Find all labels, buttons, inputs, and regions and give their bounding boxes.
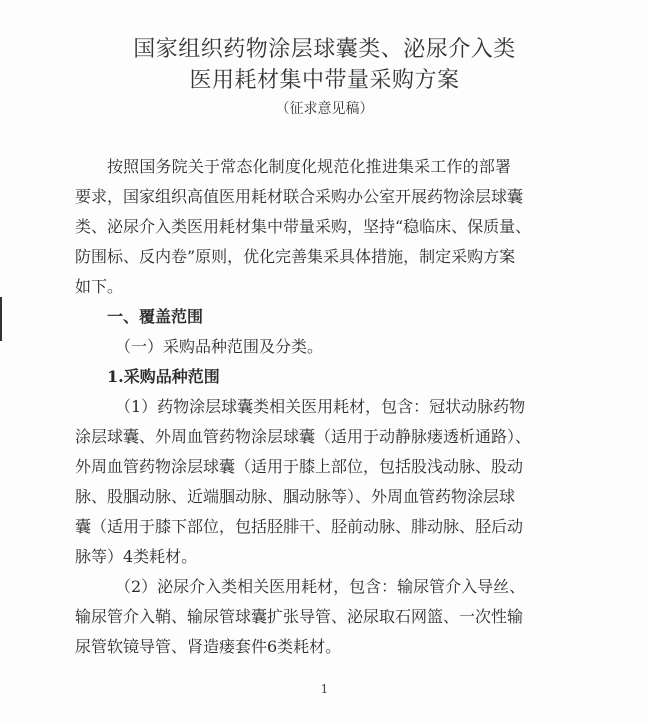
intro-line: 要求，国家组织高值医用耗材联合采购办公室开展药物涂层球囊 (75, 187, 524, 206)
page-edge-mark (0, 297, 2, 341)
subsection-heading: （一）采购品种范围及分类。 (115, 337, 324, 356)
paragraph-line: 尿管软镜导管、肾造瘘套件6类耗材。 (75, 637, 342, 656)
intro-line: 按照国务院关于常态化制度化规范化推进集采工作的部署 (107, 157, 511, 176)
title-line-2: 医用耗材集中带量采购方案 (189, 68, 460, 93)
subtitle: （征求意见稿） (275, 101, 374, 117)
paragraph-line: 涂层球囊、外周血管药物涂层球囊（适用于动静脉瘘透析通路）、 (75, 427, 532, 446)
paragraph-line: （1）药物涂层球囊类相关医用耗材，包含：冠状动脉药物 (115, 397, 526, 416)
title-line-1: 国家组织药物涂层球囊类、泌尿介入类 (133, 37, 516, 62)
intro-line: 防围标、反内卷”原则，优化完善集采具体措施，制定采购方案 (75, 247, 516, 266)
paragraph-line: 囊（适用于膝下部位，包括胫腓干、胫前动脉、腓动脉、胫后动 (75, 517, 524, 536)
item-heading: 1.采购品种范围 (107, 367, 220, 386)
paragraph-line: （2）泌尿介入类相关医用耗材，包含：输尿管介入导丝、 (115, 577, 526, 596)
paragraph-line: 输尿管介入鞘、输尿管球囊扩张导管、泌尿取石网篮、一次性输 (75, 607, 524, 626)
paragraph-line: 外周血管药物涂层球囊（适用于膝上部位，包括股浅动脉、股动 (75, 457, 524, 476)
paragraph-line: 脉等）4类耗材。 (75, 547, 198, 566)
page-number: 1 (320, 682, 329, 696)
intro-line: 如下。 (75, 277, 124, 296)
paragraph-line: 脉、股腘动脉、近端腘动脉、腘动脉等）、外周血管药物涂层球 (75, 487, 516, 506)
intro-line: 类、泌尿介入类医用耗材集中带量采购，坚持“稳临床、保质量、 (75, 217, 532, 236)
section-heading: 一、覆盖范围 (107, 307, 204, 326)
